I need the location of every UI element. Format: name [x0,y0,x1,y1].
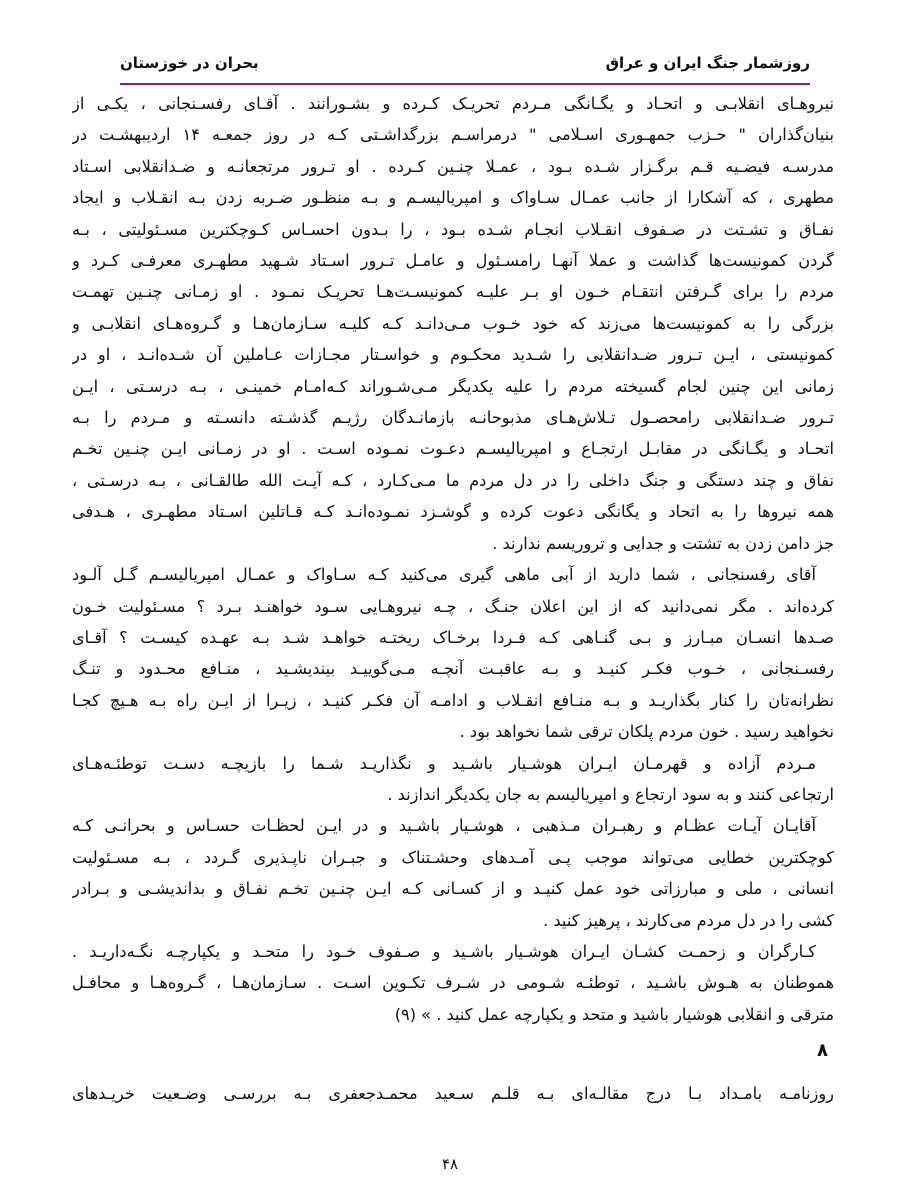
text-line: کشی را در دل مردم می‌کارند ، پرهیز کنید . [543,910,834,930]
text-line: کوچکترین خطایی می‌تواند موجب پـی آمـدهای وحشـتناک و جبـران ناپـذیری گـردد ، بـه مسـئولیت [72,847,834,867]
text-line: انسانی ، ملی و مبارزاتی خود عمل کنیـد و از کسـانی کـه ایـن چنـین تخـم نفـاق و بداندیشـی و بـرادر [72,879,834,899]
text-line: نخواهید رسید . خون مردم پلکان ترقی شما نخواهد بود . [459,722,834,742]
running-header [120,48,810,78]
text-line: جز دامن زدن به تشتت و جدایی و تروریسم ندارند . [492,533,834,553]
text-line: صـدها انسـان مبـارز و بـی گنـاهی کـه فـردا برخـاک ریختـه خواهـد شـد بـه عهـده کیسـت ؟ آقـای [72,627,834,647]
text-line: بنیان‌گذاران " حـزب جمهـوری اسـلامی " درمراسـم بزرگداشـتی کـه در روز جمعـه ۱۴ اردیبهشـت در [72,125,834,145]
chapter-title: بحران در خوزستان [120,54,259,72]
text-line: اتحـاد و یگـانگی در مقابـل ارتجـاع و امپریالیسـم دعـوت نمـوده اسـت . او در زمـانی ایـن چنـین تخـم [72,439,834,459]
text-line: رفسـنجانی ، خـوب فکـر کنیـد و بـه عاقبـت آنچـه مـی‌گوییـد بیندیشـید ، منـافع محـدود و تنـگ [72,659,834,679]
paragraph-start: کـارگران و زحمـت کشـان ایـران هوشـیار باشـید و صـفوف خـود را متحـد و یکپارچـه نگـه‌داریـد . [72,941,816,961]
text-line: هموطنان به هـوش باشـید ، توطئـه شـومی در شـرف تکـوین اسـت . سـازمان‌هـا ، گـروه‌هـا و محافـل [72,973,834,993]
text-line: مدرسـه فیضـیه قـم برگـزار شـده بـود ، عمـلا چنـین کـرده . او تـرور مرتجعانـه و ضـدانقلابی اسـتاد [72,156,834,176]
text-line: روزنامـه بامـداد بـا درج مقالـه‌ای بـه قلـم سـعید محمـدجعفری بـه بررسـی وضـعیت خریـدهای [72,1084,834,1103]
paragraph-start: مـردم آزاده و قهرمـان ایـران هوشـیار باشـید و نگذاریـد شـما را بازیچـه دسـت توطئـه‌هـای [72,753,816,773]
text-line: نفـاق و تشـتت در صـفوف انقـلاب انجـام شـده بـود ، را بـدون احسـاس کـوچکترین مسـئولیتی ، بـه [72,219,834,239]
text-line: مترقی و انقلابی هوشیار باشید و متحد و یکپارچه عمل کنید . » (۹) [394,1004,834,1024]
text-line: زمانی این چنین لجام گسیخته مردم را علیه یکدیگر مـی‌شـوراند کـه‌امـام خمینـی ، بـه درسـتی ، ایـن [72,376,834,396]
header-rule [120,83,810,85]
paragraph-start: آقایـان آیـات عظـام و رهبـران مـذهبی ، هوشـیار باشـید و در ایـن لحظـات حسـاس و بحرانـی کـه [72,816,816,836]
text-line: مطهری ، که آشکارا از جانب عمـال سـاواک و امپریالیسـم و بـه منظـور ضـربه زدن بـه انقـلاب و ایجاد [72,188,834,208]
text-line: مردم را برای گـرفتن انتقـام خـون او بـر علیـه کمونیسـت‌هـا تحریـک نمـود . او زمـانی چنـین تهمـت [72,282,834,302]
text-line: ارتجاعی کنند و به سود ارتجاع و امپریالیسم به جان یکدیگر اندازند . [387,784,834,804]
text-line: نظرانه‌تان را کنار بگذاریـد و بـه منـافع انقـلاب و ادامـه آن فکـر کنیـد ، زیـرا از ایـن راه بـه هـیچ کجـا [72,690,834,710]
text-line: همه نیروها را به اتحاد و یگانگی دعوت کرده و گوشـزد نمـوده‌انـد کـه قـاتلین اسـتاد مطهـری ، هـدفی [72,502,834,522]
text-line: گردن کمونیست‌ها گذاشت و عملا آنهـا رامسـئول و عامـل تـرور اسـتاد شـهید مطهـری معرفـی کـرد و [72,251,834,271]
page-number: ۴۸ [441,1155,459,1173]
text-line: کرده‌اند . مگر نمی‌دانید که از این اعلان جنـگ ، چـه نیروهـایی سـود خواهنـد بـرد ؟ مسـئولیت خـون [72,596,834,616]
paragraph-start: آقای رفسنجانی ، شما دارید از آبی ماهی گیری می‌کنید کـه سـاواک و عمـال امپریالیسـم گـل آلـود [72,565,816,585]
next-section-text [72,1078,834,1109]
text-line: بزرگی را به کمونیست‌ها می‌زند که خود خـوب مـی‌دانـد کـه کلیـه سـازمان‌هـا و گـروه‌هـای انقلابـی و [72,313,834,333]
book-title: روزشمار جنگ ایران و عراق [605,54,810,72]
section-number: ۸ [817,1040,828,1061]
text-line: نیروهـای انقلابـی و اتحـاد و یگـانگی مـردم تحریـک کـرده و بشـورانند . آقـای رفسـنجانی ، یکـی از [72,94,834,113]
text-line: نفاق و چند دستگی و جنگ داخلی را در دل مردم ما مـی‌کـارد ، کـه آیـت الله طالقـانی ، بـه درسـتی ، [72,470,834,490]
text-line: کمونیستی ، ایـن تـرور ضـدانقلابی را شـدید محکـوم و خواسـتار مجـازات عـاملین آن شـده‌انـد ، او در [72,345,834,365]
body-text [72,88,834,1030]
text-line: تـرور ضـدانقلابی رامحصـول تـلاش‌هـای مذبوحانـه بازمانـدگان رژیـم گذشـته دانسـته و مـردم را بـه [72,408,834,428]
